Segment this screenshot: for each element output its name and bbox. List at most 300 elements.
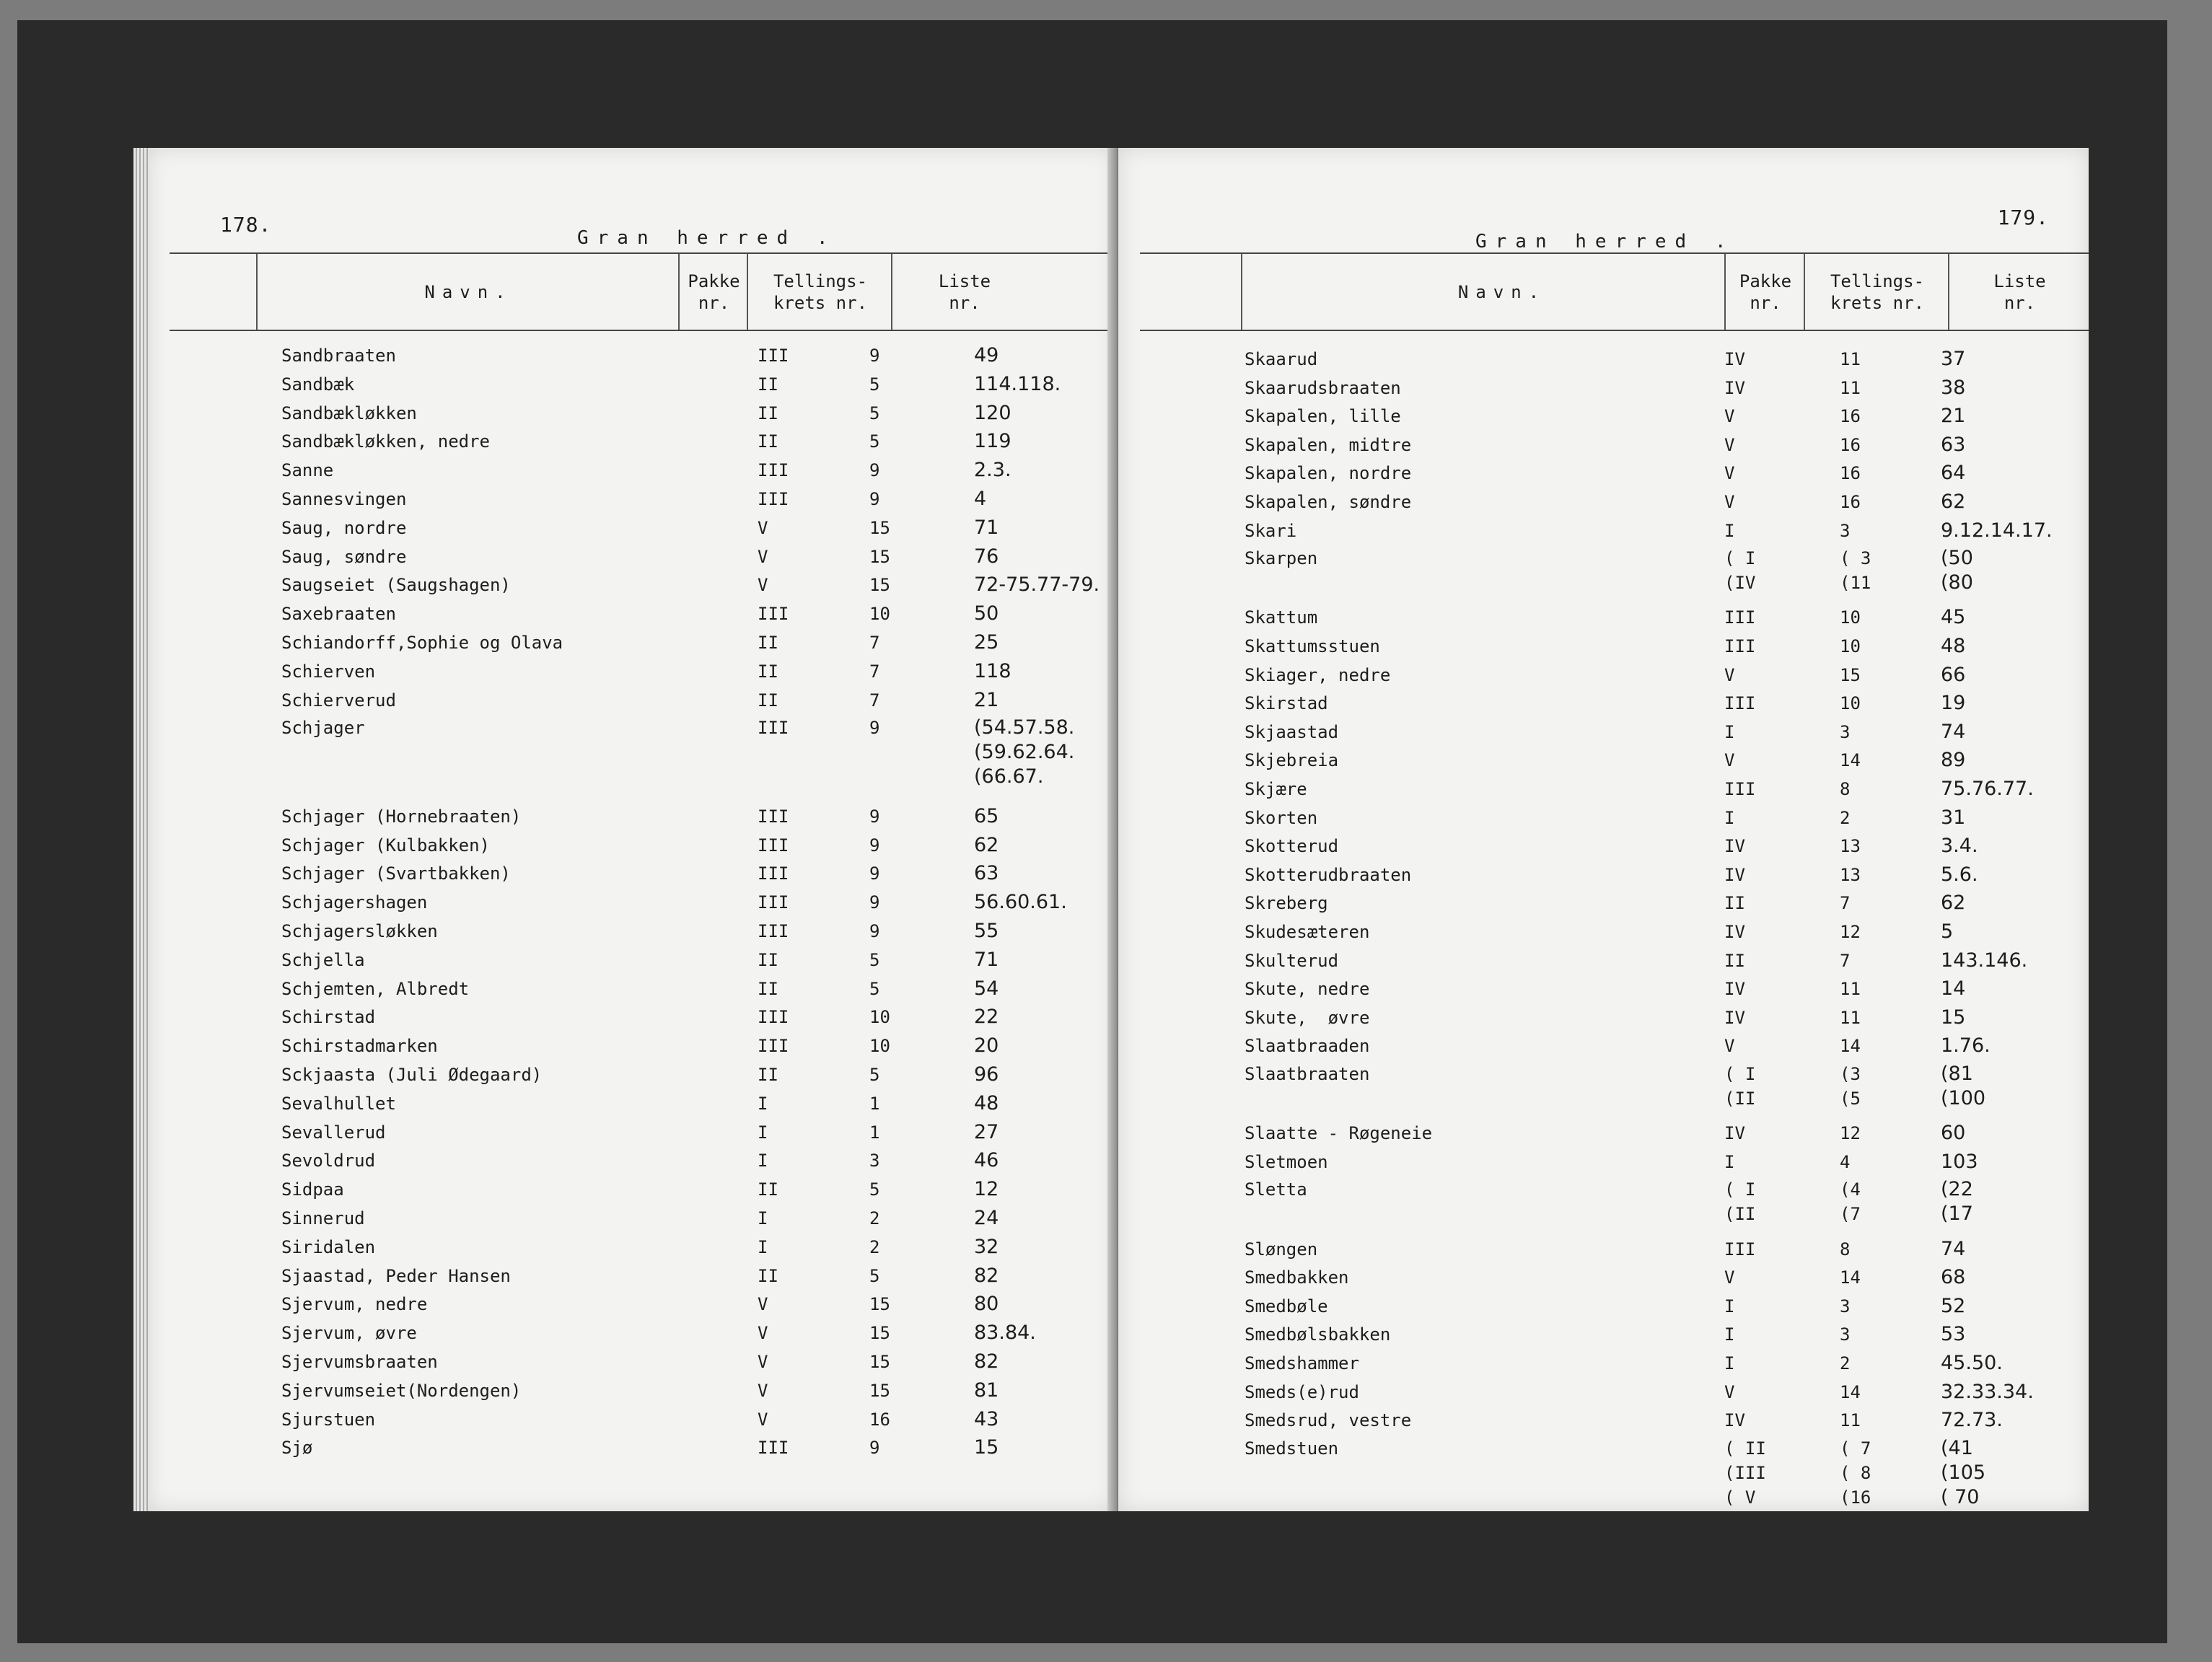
cell-liste: 62 <box>974 833 999 856</box>
table-row <box>1118 690 2089 716</box>
table-row <box>1118 805 2089 831</box>
cell-krets: 9 <box>869 718 880 739</box>
cell-krets: 12 <box>1840 1123 1861 1144</box>
cell-pakke: IV <box>1724 864 1745 885</box>
cell-krets: 15 <box>869 517 890 538</box>
cell-krets: 9 <box>869 863 880 884</box>
cell-liste: 60 <box>1941 1122 1966 1145</box>
table-row <box>148 1320 1115 1346</box>
cell-liste: (41 (105 ( 70 <box>1941 1436 1986 1508</box>
table-row <box>148 832 1115 858</box>
cell-name: Sjervum, øvre <box>281 1323 417 1344</box>
cell-krets: 7 <box>869 633 880 653</box>
cell-krets: 1 <box>869 1093 880 1114</box>
cell-liste: 12 <box>974 1178 999 1201</box>
cell-name: Sevalhullet <box>281 1093 396 1114</box>
table-row <box>148 1378 1115 1404</box>
cell-liste: 45.50. <box>1941 1352 2003 1374</box>
cell-liste: 82 <box>974 1264 999 1287</box>
cell-name: Saug, nordre <box>281 517 407 538</box>
cell-name: Saugseiet (Saugshagen) <box>281 575 511 596</box>
table-row <box>148 515 1115 541</box>
table-row <box>148 601 1115 627</box>
cell-krets: 14 <box>1840 1036 1861 1057</box>
cell-pakke: II <box>1724 893 1745 914</box>
cell-pakke: III <box>758 863 789 884</box>
cell-name: Skapalen, søndre <box>1245 492 1412 512</box>
cell-name: Saug, søndre <box>281 546 407 567</box>
table-row <box>148 918 1115 944</box>
table-row <box>148 804 1115 830</box>
cell-name: Skotterudbraaten <box>1245 864 1412 885</box>
table-row <box>148 1148 1115 1174</box>
table-row <box>1118 976 2089 1002</box>
table-row <box>1118 747 2089 773</box>
cell-pakke: II <box>1724 950 1745 971</box>
cell-name: Schjager <box>281 718 365 739</box>
cell-krets: 13 <box>1840 836 1861 857</box>
cell-pakke: I <box>1724 1296 1735 1316</box>
cell-liste: 71 <box>974 948 999 971</box>
cell-liste: 21 <box>974 688 999 711</box>
cell-krets: 9 <box>869 489 880 509</box>
cell-pakke: V <box>1724 406 1735 427</box>
cell-name: Skorten <box>1245 807 1318 828</box>
table-row <box>148 1091 1115 1117</box>
table-row <box>1118 1350 2089 1376</box>
header-krets: Tellings- krets nr. <box>1804 254 1949 330</box>
table-row <box>1118 890 2089 916</box>
cell-krets: 15 <box>869 1294 890 1315</box>
cell-name: Smedbakken <box>1245 1267 1349 1288</box>
cell-name: Skapalen, lille <box>1245 406 1401 427</box>
cell-name: Smedbøle <box>1245 1296 1328 1316</box>
table-row <box>148 343 1115 369</box>
cell-liste: 20 <box>974 1034 999 1058</box>
cell-krets: 9 <box>869 460 880 481</box>
cell-pakke: ( I (II <box>1724 1179 1756 1225</box>
cell-liste: 43 <box>974 1407 999 1430</box>
cell-krets: 11 <box>1840 1007 1861 1028</box>
cell-krets: 9 <box>869 806 880 827</box>
cell-pakke: IV <box>1724 1410 1745 1431</box>
cell-pakke: IV <box>1724 1123 1745 1144</box>
cell-krets: 3 <box>869 1151 880 1171</box>
cell-krets: 5 <box>869 374 880 395</box>
cell-krets: 10 <box>1840 693 1861 714</box>
cell-liste: (22 (17 <box>1941 1178 1973 1226</box>
cell-liste: 82 <box>974 1350 999 1373</box>
cell-krets: 5 <box>869 949 880 970</box>
cell-krets: 11 <box>1840 1410 1861 1431</box>
cell-liste: 114.118. <box>974 372 1061 395</box>
cell-pakke: III <box>1724 636 1756 656</box>
cell-liste: 103 <box>1941 1150 1978 1173</box>
cell-liste: 9.12.14.17. <box>1941 519 2053 542</box>
cell-krets: 5 <box>869 1179 880 1200</box>
cell-krets: ( 3 (11 <box>1840 548 1871 594</box>
cell-pakke: I <box>758 1208 768 1228</box>
cell-pakke: III <box>758 921 789 941</box>
table-row <box>148 486 1115 512</box>
cell-liste: 32 <box>974 1235 999 1258</box>
cell-liste: 3.4. <box>1941 835 1978 858</box>
cell-liste: 14 <box>1941 977 1966 1001</box>
cell-name: Sidpaa <box>281 1179 344 1200</box>
cell-krets: ( 7 ( 8 (16 <box>1840 1438 1871 1508</box>
cell-name: Sevoldrud <box>281 1151 376 1171</box>
cell-krets: 9 <box>869 1438 880 1459</box>
cell-name: Schjella <box>281 949 365 970</box>
cell-krets: 14 <box>1840 1267 1861 1288</box>
cell-pakke: I <box>758 1236 768 1257</box>
cell-krets: 3 <box>1840 520 1851 541</box>
cell-pakke: III <box>758 1438 789 1459</box>
cell-name: Skulterud <box>1245 950 1339 971</box>
cell-krets: 8 <box>1840 1239 1851 1259</box>
cell-krets: 10 <box>869 1007 890 1028</box>
table-row <box>1118 862 2089 888</box>
cell-liste: 1.76. <box>1941 1034 1991 1058</box>
cell-pakke: IV <box>1724 836 1745 857</box>
cell-krets: 10 <box>869 604 890 625</box>
cell-krets: 16 <box>1840 492 1861 512</box>
cell-liste: 81 <box>974 1379 999 1402</box>
cell-liste: 50 <box>974 602 999 625</box>
cell-pakke: I <box>1724 1151 1735 1172</box>
cell-pakke: V <box>758 1352 768 1372</box>
table-row <box>1118 1236 2089 1262</box>
cell-liste: 46 <box>974 1149 999 1172</box>
right-page <box>1118 148 2089 1511</box>
cell-liste: 45 <box>1941 606 1966 629</box>
cell-liste: 96 <box>974 1063 999 1086</box>
cell-liste: 120 <box>974 401 1011 424</box>
cell-krets: 16 <box>1840 406 1861 427</box>
table-row <box>1118 489 2089 515</box>
cell-liste: 75.76.77. <box>1941 778 2034 800</box>
cell-name: Schjager (Svartbakken) <box>281 863 511 884</box>
cell-name: Saxebraaten <box>281 604 396 625</box>
table-row <box>148 1120 1115 1146</box>
cell-liste: 68 <box>1941 1266 1966 1289</box>
cell-pakke: I <box>1724 721 1735 742</box>
cell-krets: 3 <box>1840 1296 1851 1316</box>
cell-pakke: I <box>1724 807 1735 828</box>
cell-name: Sjervum, nedre <box>281 1294 428 1315</box>
cell-pakke: II <box>758 633 778 653</box>
cell-liste: 54 <box>974 977 999 1000</box>
cell-krets: (3 (5 <box>1840 1064 1861 1109</box>
cell-name: Sjervumsbraaten <box>281 1352 438 1372</box>
table-row <box>1118 518 2089 544</box>
cell-krets: 15 <box>869 1380 890 1401</box>
cell-krets: 16 <box>1840 463 1861 484</box>
cell-name: Sjurstuen <box>281 1409 376 1430</box>
cell-liste: 32.33.34. <box>1941 1380 2034 1403</box>
cell-pakke: V <box>1724 750 1735 771</box>
cell-liste: 31 <box>1941 806 1966 829</box>
cell-pakke: II <box>758 1179 778 1200</box>
cell-krets: 7 <box>1840 950 1851 971</box>
cell-pakke: V <box>758 575 768 596</box>
cell-liste: 118 <box>974 659 1011 682</box>
cell-pakke: III <box>758 892 789 913</box>
cell-krets: 15 <box>869 1352 890 1372</box>
cell-pakke: V <box>758 1294 768 1315</box>
cell-name: Slaatbraaten <box>1245 1064 1370 1084</box>
cell-liste: (54.57.58. (59.62.64. (66.67. <box>974 716 1075 788</box>
cell-name: Schjagersløkken <box>281 921 438 941</box>
cell-pakke: I <box>1724 1324 1735 1345</box>
cell-name: Sanne <box>281 460 334 481</box>
table-row <box>148 457 1115 483</box>
cell-liste: 25 <box>974 631 999 654</box>
cell-name: Sjaastad, Peder Hansen <box>281 1265 511 1286</box>
cell-name: Sinnerud <box>281 1208 365 1228</box>
cell-pakke: III <box>758 604 789 625</box>
cell-name: Sletta <box>1245 1179 1307 1200</box>
cell-name: Skattumsstuen <box>1245 636 1380 656</box>
cell-liste: 65 <box>974 804 999 827</box>
table-row <box>148 1004 1115 1030</box>
cell-krets: 14 <box>1840 1381 1861 1402</box>
cell-name: Skute, øvre <box>1245 1007 1370 1028</box>
cell-liste: 21 <box>1941 405 1966 428</box>
cell-name: Schirstadmarken <box>281 1036 438 1057</box>
cell-krets: 11 <box>1840 349 1861 369</box>
cell-liste: 62 <box>1941 491 1966 513</box>
table-row <box>148 630 1115 656</box>
cell-krets: 15 <box>1840 664 1861 685</box>
cell-name: Skapalen, midtre <box>1245 434 1412 455</box>
cell-name: Skotterud <box>1245 836 1339 857</box>
cell-name: Sevallerud <box>281 1122 386 1143</box>
cell-krets: 2 <box>1840 1353 1851 1373</box>
cell-name: Skaarudsbraaten <box>1245 377 1401 398</box>
cell-pakke: III <box>758 460 789 481</box>
page-number: 179. <box>1997 206 2049 229</box>
table-row <box>148 1205 1115 1231</box>
cell-liste: 83.84. <box>974 1322 1036 1345</box>
table-row <box>1118 346 2089 372</box>
page-title: Gran herred . <box>1475 231 1735 252</box>
cell-pakke: III <box>1724 1239 1756 1259</box>
table-row <box>148 1407 1115 1433</box>
cell-pakke: I <box>758 1093 768 1114</box>
cell-name: Skudesæteren <box>1245 922 1370 942</box>
page-number: 178. <box>220 213 272 237</box>
table-row <box>1118 776 2089 802</box>
header-krets: Tellings- krets nr. <box>747 254 892 330</box>
table-row <box>1118 1033 2089 1059</box>
table-row <box>148 428 1115 454</box>
table-row <box>148 716 1115 795</box>
table-row <box>148 400 1115 426</box>
page-title: Gran herred . <box>577 227 837 249</box>
cell-krets: 11 <box>1840 377 1861 398</box>
cell-pakke: V <box>1724 1036 1735 1057</box>
table-row <box>148 1263 1115 1289</box>
cell-name: Skattum <box>1245 607 1318 628</box>
table-row <box>148 544 1115 570</box>
cell-pakke: ( I (IV <box>1724 548 1756 594</box>
cell-liste: 89 <box>1941 749 1966 772</box>
cell-liste: 80 <box>974 1293 999 1316</box>
header-pakke: Pakke nr. <box>1724 254 1805 330</box>
cell-liste: 76 <box>974 545 999 568</box>
cell-krets: 16 <box>869 1409 890 1430</box>
cell-pakke: IV <box>1724 377 1745 398</box>
cell-name: Skiager, nedre <box>1245 664 1391 685</box>
cell-name: Schjemten, Albredt <box>281 978 470 999</box>
cell-krets: 5 <box>869 978 880 999</box>
cell-name: Sjø <box>281 1438 313 1459</box>
cell-pakke: V <box>1724 492 1735 512</box>
cell-liste: 49 <box>974 344 999 366</box>
cell-pakke: V <box>1724 463 1735 484</box>
cell-pakke: II <box>758 690 778 711</box>
cell-name: Skjære <box>1245 779 1307 799</box>
table-row <box>1118 1120 2089 1146</box>
cell-liste: 64 <box>1941 462 1966 485</box>
cell-liste: 15 <box>974 1436 999 1459</box>
cell-liste: 24 <box>974 1207 999 1229</box>
cell-pakke: V <box>1724 434 1735 455</box>
table-row <box>148 861 1115 887</box>
table-row <box>1118 403 2089 429</box>
cell-krets: 3 <box>1840 1324 1851 1345</box>
table-row <box>1118 919 2089 945</box>
cell-name: Schjager (Hornebraaten) <box>281 806 522 827</box>
table-row <box>148 976 1115 1002</box>
cell-pakke: II <box>758 403 778 423</box>
table-row <box>148 659 1115 685</box>
cell-liste: 5 <box>1941 920 1954 943</box>
table-row <box>1118 460 2089 486</box>
cell-name: Smedsrud, vestre <box>1245 1410 1412 1431</box>
cell-pakke: III <box>1724 779 1756 799</box>
cell-pakke: I <box>1724 520 1735 541</box>
cell-pakke: II <box>758 1265 778 1286</box>
cell-liste: 63 <box>974 862 999 885</box>
cell-name: Smeds(e)rud <box>1245 1381 1359 1402</box>
table-row <box>1118 948 2089 974</box>
cell-krets: 12 <box>1840 922 1861 942</box>
cell-pakke: ( I (II <box>1724 1064 1756 1109</box>
table-row <box>1118 1436 2089 1516</box>
cell-pakke: III <box>758 1036 789 1057</box>
cell-krets: 4 <box>1840 1151 1851 1172</box>
cell-pakke: ( II (III ( V <box>1724 1438 1766 1508</box>
cell-liste: 2.3. <box>974 459 1011 482</box>
cell-krets: 7 <box>1840 893 1851 914</box>
cell-pakke: II <box>758 1065 778 1085</box>
cell-pakke: V <box>758 1409 768 1430</box>
cell-pakke: I <box>1724 1353 1735 1373</box>
cell-krets: 2 <box>1840 807 1851 828</box>
cell-pakke: II <box>758 661 778 682</box>
table-row <box>148 1062 1115 1088</box>
cell-liste: 72.73. <box>1941 1409 2003 1432</box>
cell-pakke: IV <box>1724 922 1745 942</box>
cell-name: Skapalen, nordre <box>1245 463 1412 484</box>
cell-liste: 48 <box>1941 635 1966 657</box>
table-row <box>1118 633 2089 659</box>
cell-krets: 10 <box>1840 636 1861 656</box>
cell-liste: 52 <box>1941 1294 1966 1317</box>
cell-name: Siridalen <box>281 1236 376 1257</box>
cell-pakke: III <box>758 489 789 509</box>
cell-pakke: III <box>758 718 789 739</box>
cell-name: Smedshammer <box>1245 1353 1359 1373</box>
cell-liste: 71 <box>974 516 999 539</box>
cell-krets: 2 <box>869 1208 880 1228</box>
cell-name: Sannesvingen <box>281 489 407 509</box>
cell-krets: 5 <box>869 1265 880 1286</box>
header-pakke: Pakke nr. <box>678 254 748 330</box>
cell-krets: 5 <box>869 1065 880 1085</box>
cell-name: Slaatte - Røgeneie <box>1245 1123 1433 1144</box>
table-row <box>148 947 1115 973</box>
cell-liste: 63 <box>1941 433 1966 456</box>
cell-name: Sletmoen <box>1245 1151 1328 1172</box>
cell-pakke: III <box>1724 607 1756 628</box>
left-page <box>148 148 1115 1511</box>
cell-name: Sandbækløkken <box>281 403 417 423</box>
cell-name: Skute, nedre <box>1245 979 1370 1000</box>
table-row <box>1118 432 2089 458</box>
cell-name: Smedstuen <box>1245 1438 1339 1459</box>
table-body <box>1118 148 2089 1511</box>
header-liste: Liste nr. <box>891 254 1037 330</box>
table-row <box>148 687 1115 713</box>
cell-name: Skirstad <box>1245 693 1328 714</box>
header-navn: Navn. <box>256 254 680 330</box>
cell-krets: 10 <box>869 1036 890 1057</box>
table-row <box>148 371 1115 397</box>
cell-liste: 48 <box>974 1091 999 1114</box>
cell-name: Sløngen <box>1245 1239 1318 1259</box>
cell-pakke: V <box>758 1380 768 1401</box>
table-row <box>1118 1293 2089 1319</box>
cell-pakke: IV <box>1724 979 1745 1000</box>
cell-pakke: V <box>1724 1381 1735 1402</box>
cell-pakke: III <box>1724 693 1756 714</box>
cell-liste: 27 <box>974 1120 999 1143</box>
cell-liste: 74 <box>1941 1237 1966 1260</box>
cell-krets: 3 <box>1840 721 1851 742</box>
table-row <box>1118 1005 2089 1031</box>
cell-name: Skarpen <box>1245 548 1318 569</box>
cell-name: Schierverud <box>281 690 396 711</box>
cell-krets: 5 <box>869 431 880 452</box>
cell-liste: 5.6. <box>1941 863 1978 886</box>
table-row <box>148 1291 1115 1317</box>
cell-krets: 11 <box>1840 979 1861 1000</box>
cell-name: Schiandorff,Sophie og Olava <box>281 633 563 653</box>
cell-liste: 119 <box>974 430 1011 453</box>
cell-pakke: V <box>1724 664 1735 685</box>
table-row <box>1118 1149 2089 1175</box>
table-row <box>1118 1265 2089 1291</box>
cell-name: Skreberg <box>1245 893 1328 914</box>
cell-name: Sandbækløkken, nedre <box>281 431 490 452</box>
cell-pakke: I <box>758 1122 768 1143</box>
table-body <box>148 148 1115 1511</box>
cell-krets: 1 <box>869 1122 880 1143</box>
cell-krets: 14 <box>1840 750 1861 771</box>
